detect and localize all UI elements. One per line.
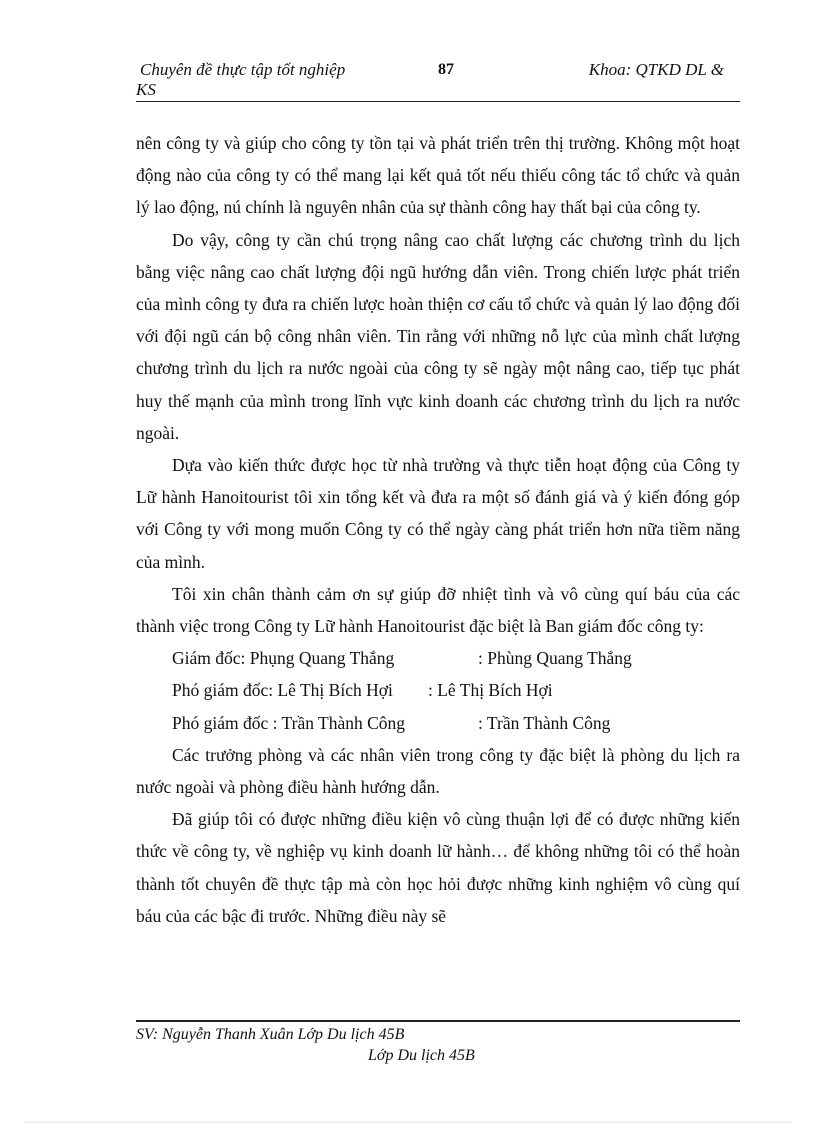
paragraph-6: Đã giúp tôi có được những điều kiện vô cùng thuận lợi để có được những kiến thức về công ty, về nghiệp vụ kinh doanh lữ hành… để không những tôi có thể hoàn thành tốt chuyên đề thực tập mà còn học hỏi được những kinh nghiệm vô cùng quí báu của các bậc đi trước. Những điều này sẽ: [136, 809, 740, 926]
header-title: Chuyên đề thực tập tốt nghiệp: [140, 60, 346, 79]
staff-role: Phó giám đốc : Trần Thành Công: [172, 712, 406, 733]
header-rule: [136, 101, 740, 102]
staff-name: : Lê Thị Bích Hợi: [428, 680, 553, 701]
paragraph-3: Dựa vào kiến thức được học từ nhà trường và thực tiễn hoạt động của Công ty Lữ hành Hanoitourist tôi xin tổng kết và đưa ra một số đánh giá và ý kiến đóng góp với Công ty với mong muốn Công ty có thể ngày càng phát triển hơn nữa tiềm năng của mình.: [136, 455, 740, 572]
footer-class: Lớp Du lịch 45B: [368, 1047, 475, 1064]
staff-row-deputy-2: [136, 707, 740, 739]
page-header: [136, 58, 740, 104]
footer-student: SV: Nguyễn Thanh Xuân Lớp Du lịch 45B: [136, 1026, 405, 1043]
paragraph-1: nên công ty và giúp cho công ty tồn tại và phát triển trên thị trường. Không một hoạt động nào của công ty có thể mang lại kết quả tốt nếu thiếu công tác tổ chức và quản lý lao động, nú chính là nguyên nhân của sự thành công hay thất bại của công ty.: [136, 133, 740, 218]
header-faculty-wrap: KS: [136, 80, 156, 99]
staff-row-director: [136, 642, 740, 674]
page-number: 87: [438, 61, 454, 78]
staff-role: Giám đốc: Phụng Quang Thắng: [172, 648, 395, 669]
header-faculty: Khoa: QTKD DL &: [588, 60, 724, 79]
staff-role: Phó giám đốc: Lê Thị Bích Hợi: [172, 680, 393, 701]
paragraph-2: Do vậy, công ty cần chú trọng nâng cao chất lượng các chương trình du lịch bằng việc nâng cao chất lượng đội ngũ hướng dẫn viên. Trong chiến lược phát triển của mình công ty đưa ra chiến lược hoàn thiện cơ cấu tổ chức và quản lý lao động đối với đội ngũ cán bộ công nhân viên. Tin rằng với những nỗ lực của mình chất lượng chương trình du lịch ra nước ngoài của công ty sẽ ngày một nâng cao, tiếp tục phát huy thế mạnh của mình trong lĩnh vực kinh doanh các chương trình du lịch ra nước ngoài.: [136, 229, 740, 443]
paragraph-4: Tôi xin chân thành cảm ơn sự giúp đỡ nhiệt tình và vô cùng quí báu của các thành việc trong Công ty Lữ hành Hanoitourist đặc biệt là Ban giám đốc công ty:: [136, 583, 740, 637]
staff-name: : Trần Thành Công: [478, 712, 611, 733]
footer-rule: [136, 1020, 740, 1022]
paragraph-5: Các trưởng phòng và các nhân viên trong công ty đặc biệt là phòng du lịch ra nước ngoài và phòng điều hành hướng dẫn.: [136, 744, 740, 798]
document-body: [136, 127, 740, 932]
staff-row-deputy-1: [136, 674, 740, 706]
staff-name: : Phùng Quang Thắng: [478, 648, 632, 669]
